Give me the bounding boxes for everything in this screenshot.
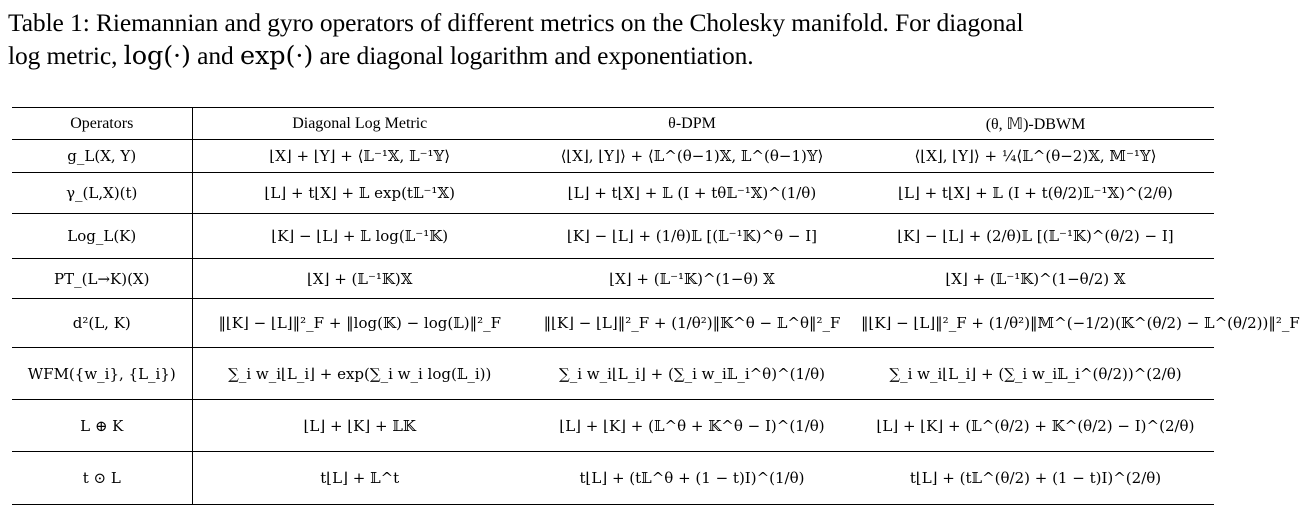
theta-dpm-cell: ‖⌊K⌋ − ⌊L⌋‖²_F + (1/θ²)‖𝕂^θ − 𝕃^θ‖²_F <box>527 299 857 348</box>
table-row <box>12 348 1214 400</box>
table-row <box>12 173 1214 214</box>
caption-line-2-part-b: and <box>190 41 240 70</box>
diagonal-log-metric-cell: ⌊L⌋ + ⌊K⌋ + 𝕃𝕂 <box>192 400 527 452</box>
header-diagonal-log-metric: Diagonal Log Metric <box>192 108 527 140</box>
theta-dpm-cell: ⟨⌊X⌋, ⌊Y⌋⟩ + ⟨𝕃^(θ−1)𝕏, 𝕃^(θ−1)𝕐⟩ <box>527 140 857 173</box>
diagonal-log-metric-cell: ∑_i w_i⌊L_i⌋ + exp(∑_i w_i log(𝕃_i)) <box>192 348 527 400</box>
theta-m-dbwm-cell: ⟨⌊X⌋, ⌊Y⌋⟩ + ¼⟨𝕃^(θ−2)𝕏, 𝕄⁻¹𝕐⟩ <box>857 140 1214 173</box>
theta-dpm-cell: ⌊L⌋ + ⌊K⌋ + (𝕃^θ + 𝕂^θ − I)^(1/θ) <box>527 400 857 452</box>
operator-cell: g_L(X, Y) <box>12 140 192 173</box>
caption-exp-operator: exp(·) <box>239 41 314 71</box>
header-operators: Operators <box>12 108 192 140</box>
theta-m-dbwm-cell: ⌊L⌋ + t⌊X⌋ + 𝕃 (I + t(θ/2)𝕃⁻¹𝕏)^(2/θ) <box>857 173 1214 214</box>
theta-dpm-cell: ⌊K⌋ − ⌊L⌋ + (1/θ)𝕃 [(𝕃⁻¹𝕂)^θ − I] <box>527 214 857 259</box>
theta-dpm-cell: t⌊L⌋ + (t𝕃^θ + (1 − t)I)^(1/θ) <box>579 469 805 487</box>
theta-dpm-cell: ∑_i w_i⌊L_i⌋ + (∑_i w_i𝕃_i^θ)^(1/θ) <box>527 348 857 400</box>
table-row <box>12 400 1214 452</box>
table-caption <box>8 6 1218 73</box>
operator-cell: γ_(L,X)(t) <box>12 173 192 214</box>
operator-cell: d²(L, K) <box>12 299 192 348</box>
theta-m-dbwm-cell: t⌊L⌋ + (t𝕃^(θ/2) + (1 − t)I)^(2/θ) <box>909 469 1162 487</box>
theta-m-dbwm-cell: ⌊K⌋ − ⌊L⌋ + (2/θ)𝕃 [(𝕃⁻¹𝕂)^(θ/2) − I] <box>857 214 1214 259</box>
diagonal-log-metric-cell: t⌊L⌋ + 𝕃^t <box>320 469 400 487</box>
caption-line-2-part-a: log metric, <box>8 41 124 70</box>
caption-line-2-part-c: are diagonal logarithm and exponentiation. <box>313 41 754 70</box>
diagonal-log-metric-cell: ⌊L⌋ + t⌊X⌋ + 𝕃 exp(t𝕃⁻¹𝕏) <box>192 173 527 214</box>
header-theta-dpm: θ-DPM <box>527 108 857 140</box>
diagonal-log-metric-cell: ⌊X⌋ + (𝕃⁻¹𝕂)𝕏 <box>192 259 527 299</box>
table-row <box>12 259 1214 299</box>
theta-m-dbwm-cell: ⌊L⌋ + ⌊K⌋ + (𝕃^(θ/2) + 𝕂^(θ/2) − I)^(2/θ) <box>857 400 1214 452</box>
theta-m-dbwm-cell: ⌊X⌋ + (𝕃⁻¹𝕂)^(1−θ/2) 𝕏 <box>857 259 1214 299</box>
diagonal-log-metric-cell: ‖⌊K⌋ − ⌊L⌋‖²_F + ‖log(𝕂) − log(𝕃)‖²_F <box>192 299 527 348</box>
theta-m-dbwm-cell: ‖⌊K⌋ − ⌊L⌋‖²_F + (1/θ²)‖𝕄^(−1/2)(𝕂^(θ/2) − 𝕃^(θ/2))‖²_F <box>857 299 1214 348</box>
operator-cell: WFM({w_i}, {L_i}) <box>12 348 192 400</box>
diagonal-log-metric-cell: ⌊X⌋ + ⌊Y⌋ + ⟨𝕃⁻¹𝕏, 𝕃⁻¹𝕐⟩ <box>192 140 527 173</box>
table-row <box>12 452 1214 505</box>
theta-dpm-cell: ⌊L⌋ + t⌊X⌋ + 𝕃 (I + tθ𝕃⁻¹𝕏)^(1/θ) <box>527 173 857 214</box>
diagonal-log-metric-cell: ⌊K⌋ − ⌊L⌋ + 𝕃 log(𝕃⁻¹𝕂) <box>192 214 527 259</box>
table-header-row <box>12 108 1214 140</box>
operator-cell: Log_L(K) <box>12 214 192 259</box>
operator-cell: L ⊕ K <box>12 400 192 452</box>
theta-dpm-cell: ⌊X⌋ + (𝕃⁻¹𝕂)^(1−θ) 𝕏 <box>527 259 857 299</box>
theta-m-dbwm-cell: ∑_i w_i⌊L_i⌋ + (∑_i w_i𝕃_i^(θ/2))^(2/θ) <box>857 348 1214 400</box>
table-row <box>12 140 1214 173</box>
caption-log-operator: log(·) <box>123 41 191 71</box>
table-row <box>12 214 1214 259</box>
operator-cell: t ⊙ L <box>12 452 192 505</box>
operator-cell: PT_(L→K)(X) <box>12 259 192 299</box>
caption-line-1: Table 1: Riemannian and gyro operators of different metrics on the Cholesky manifold. For diagonal <box>8 8 1024 37</box>
table-row <box>12 299 1214 348</box>
operators-table <box>12 107 1300 505</box>
header-theta-m-dbwm: (θ, 𝕄)-DBWM <box>857 108 1214 140</box>
caption-line-2 <box>8 39 1218 73</box>
